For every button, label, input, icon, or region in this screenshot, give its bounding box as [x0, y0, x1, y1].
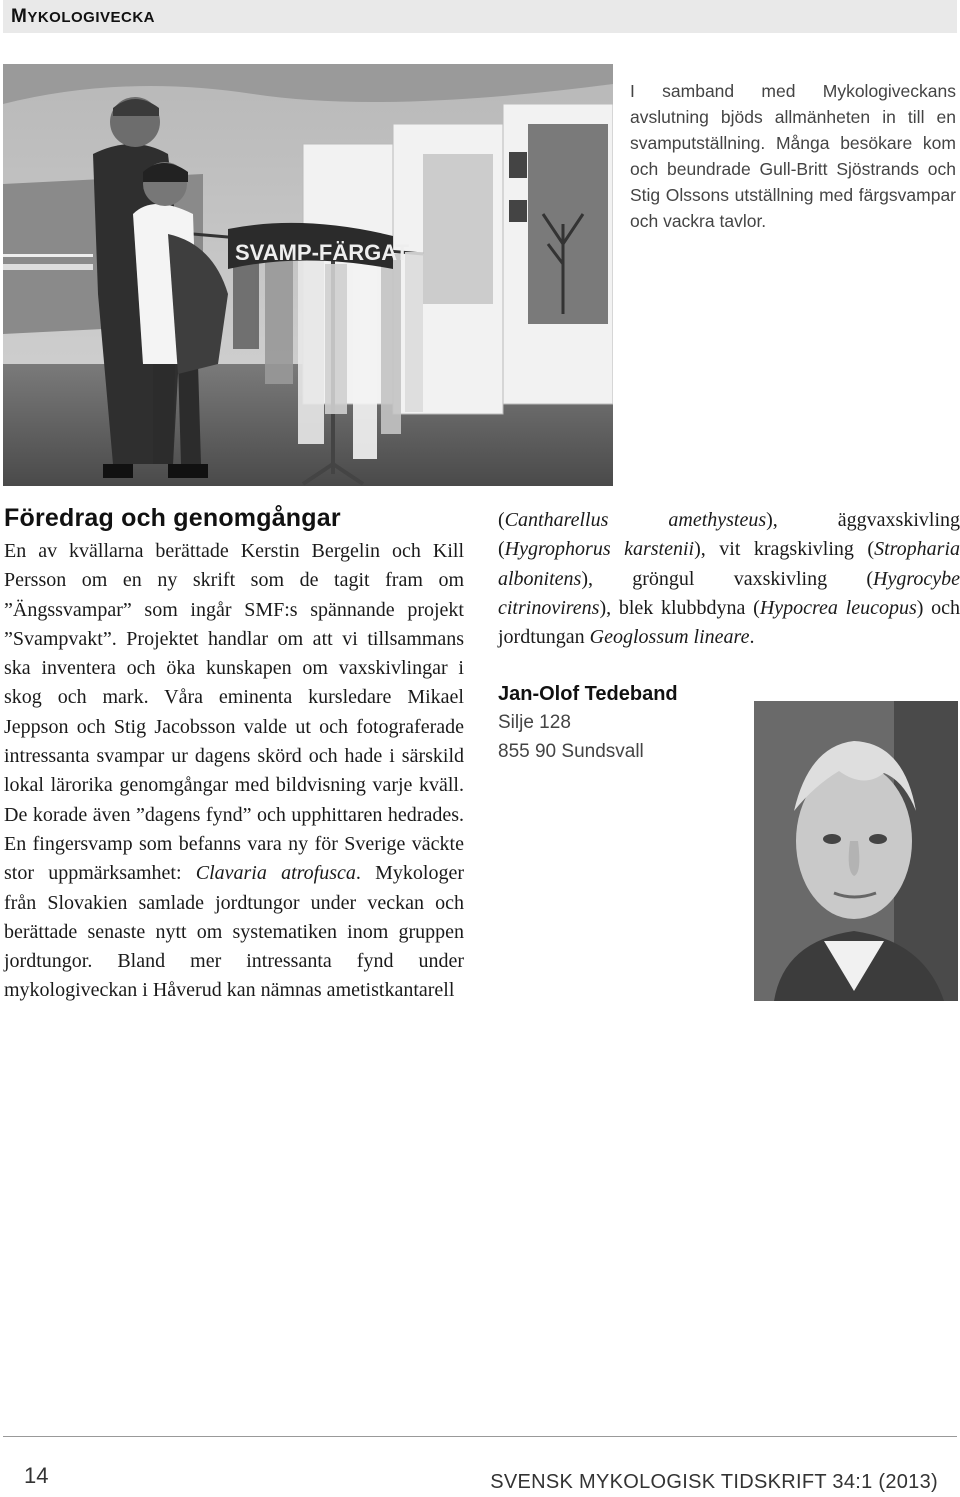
- header-bar: [3, 0, 957, 33]
- species-name: Hygrophorus karstenii: [504, 538, 695, 561]
- article-column-right: [498, 506, 960, 652]
- author-city: 855 90 Sundsvall: [498, 741, 644, 762]
- species-name: Geoglossum lineare: [589, 626, 750, 649]
- text-run: En av kvällarna berättade Kerstin Bergelin och Kill Persson om en ny skrift som de tagit fram om ”Ängssvampar” som ingår SMF:s spännande projekt ”Svampvakt”. Projektet handlar om att vi tillsammans ska inventera och öka kunskapen om vaxskivlingar i skog och mark. Våra eminenta kursledare Mikael Jeppson och Stig Jacobsson valde ut och fotograferade intressanta svampar ur dagens skörd och hade i särskild lokal lärorika genomgångar med bildvisning varje kväll. De korade även ”dagens fynd” och upphittaren hedrades. En fingersvamp som befanns vara ny för Sverige väckte stor uppmärksamhet:: [4, 540, 464, 885]
- author-street: Silje 128: [498, 712, 571, 733]
- text-run: ) och jordtungan: [498, 596, 960, 649]
- text-run: ), gröngul vaxskivling (: [581, 567, 873, 590]
- text-run: ), vit kragskivling (: [694, 538, 875, 561]
- species-name: Hypocrea leucopus: [759, 596, 917, 619]
- article-paragraph-left: [4, 537, 464, 1006]
- text-run: (: [498, 509, 505, 531]
- sign-text: SVAMP-FÄRGAT: [235, 240, 409, 265]
- text-run: ), äggvaxskivling (: [498, 509, 960, 561]
- section-title: [11, 6, 155, 28]
- article-paragraph-right: [498, 506, 960, 652]
- footer-rule: [3, 1436, 957, 1437]
- species-name: Cantharellus amethysteus: [504, 509, 767, 531]
- photo-caption: I samband med Mykologiveckans avslutning bjöds allmänheten in till en svamputställning. Många besökare kom och beundrade Gull-Britt Sjöstrands och Stig Olssons utställning med färgsvampar och vackra tavlor.: [630, 80, 956, 231]
- species-name: Stropharia albonitens: [498, 538, 960, 590]
- species-name: Clavaria atrofusca: [195, 862, 356, 885]
- text-run: ), blek klubbdyna (: [599, 596, 760, 619]
- page-number: 14: [24, 1463, 49, 1488]
- text-run: . Mykologer från Slovakien samlade jordtungor under veckan och berättade senaste nytt om systematiken inom gruppen jordtungor. Bland mer intressanta fynd under mykologiveckan i Håverud kan nämnas ametistkantarell: [4, 862, 464, 1002]
- article-column-left: [4, 537, 464, 1006]
- section-title-lead: M: [11, 6, 28, 27]
- article-heading: Föredrag och genomgångar: [4, 504, 341, 532]
- exhibition-photo: [3, 64, 613, 486]
- text-run: .: [749, 626, 755, 649]
- author-name: Jan-Olof Tedeband: [498, 683, 678, 705]
- journal-name: SVENSK MYKOLOGISK TIDSKRIFT 34:1 (2013): [490, 1471, 938, 1493]
- species-name: Hygrocybe citrinovirens: [498, 567, 960, 619]
- author-block: [498, 680, 738, 766]
- author-portrait: [754, 701, 958, 1001]
- section-title-rest: YKOLOGIVECKA: [27, 9, 156, 26]
